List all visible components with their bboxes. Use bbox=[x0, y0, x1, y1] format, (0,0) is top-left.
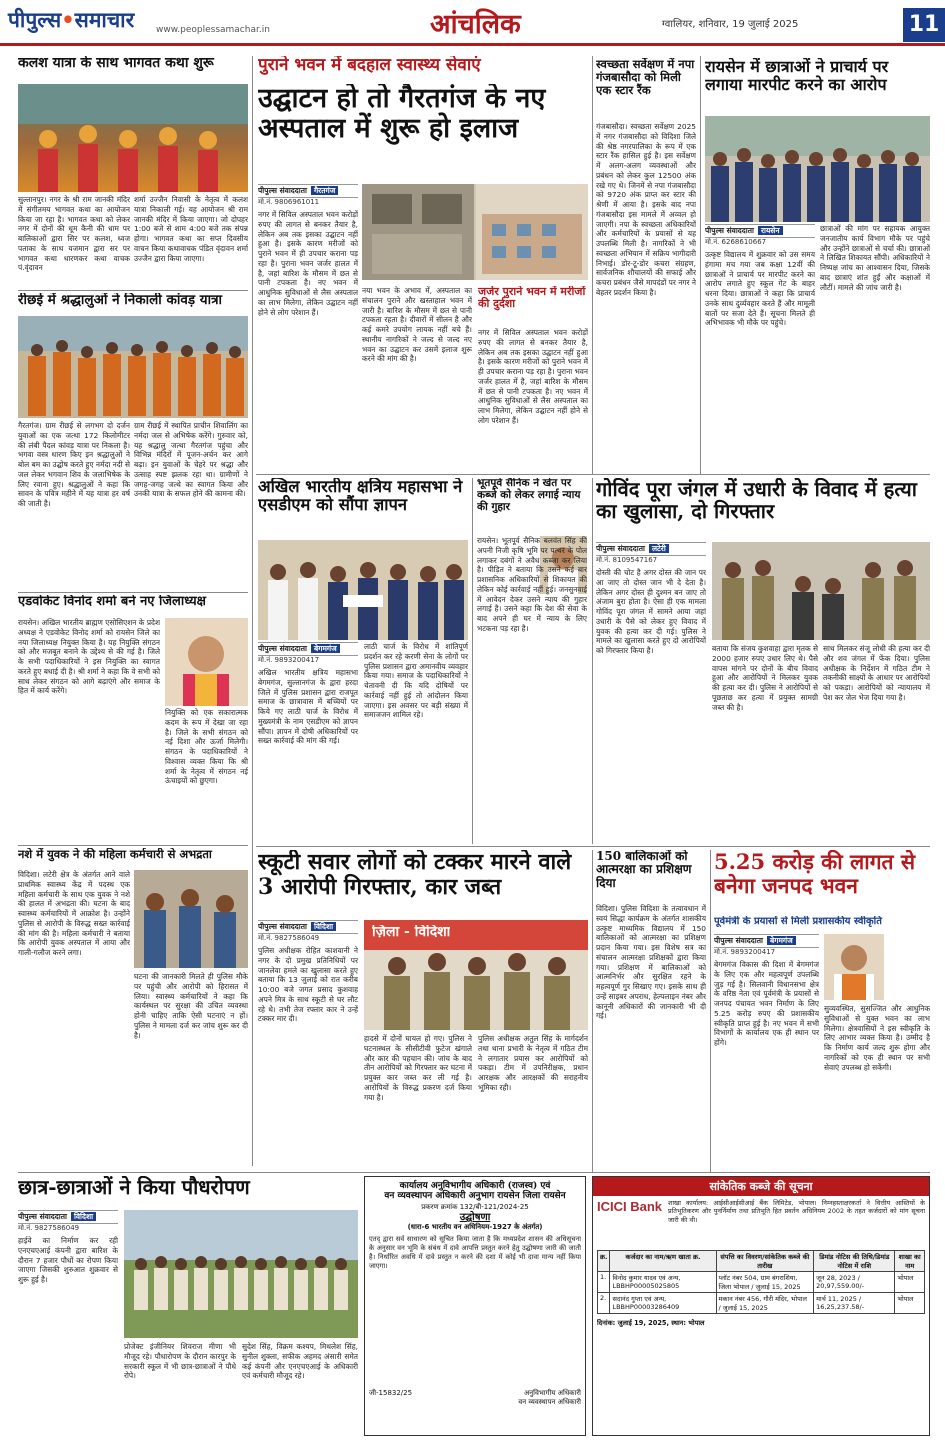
janpad-headline: 5.25 करोड़ की लागत से बनेगा जनपद भवन bbox=[714, 850, 916, 898]
divider bbox=[256, 474, 930, 475]
column-rule bbox=[710, 850, 711, 1172]
janpad-subhead: पूर्वमंत्री के प्रयासों से मिली प्रशासकीय स्वीकृति bbox=[714, 916, 882, 927]
janpad-body-b: सुव्यवस्थित, सुसज्जित और आधुनिक सुविधाओं से युक्त भवन का लाभ मिलेगा। क्षेत्रवासियों ने इस स्वीकृति के लिए आभार व्यक्त किया है। उम्मीद है कि निर्माण कार्य जल्द शुरू होगा और नागरिकों को एक ही स्थान पर सभी सेवाएं उपलब्ध हो सकेंगी। bbox=[824, 1004, 930, 1072]
selfdefense-body: विदिशा। पुलिस विदिशा के तत्वावधान में स्वयं सिद्धा कार्यक्रम के अंतर्गत शासकीय उत्कृष्ट माध्यमिक विद्यालय में 150 बालिकाओं को आत्मरक्षा का प्रशिक्षण प्रदान किया गया। इस विशेष सत्र का संचालन आत्मरक्षा प्रशिक्षकों द्वारा किया गया। प्रशिक्षण में बालिकाओं को आत्मनिर्भर और सुरक्षित रहने के महत्वपूर्ण गुर सिखाए गए। इसके साथ ही उन्हें साइबर अपराध, हेल्पलाइन नंबर और कानूनी अधिकारों की जानकारी भी दी गई। bbox=[596, 904, 706, 1021]
hospital-body-cont: नया भवन के अभाव में, अस्पताल का संचालन पुराने और खस्ताहाल भवन में जारी है। बारिश के मौसम में छत से पानी टपकता रहता है। दीवारों में सीलन है और कई कमरे उपयोग लायक नहीं बचे हैं। स्थानीय नागरिकों ने जल्द से जल्द नए भवन का उद्घाटन कर उसमें इलाज शुरू करने की मांग की है। bbox=[362, 286, 472, 364]
divider bbox=[18, 845, 248, 846]
harass-body-b: घटना की जानकारी मिलते ही पुलिस मौके पर पहुंची और आरोपी को हिरासत में लिया। स्वास्थ्य कर्मचारियों ने कहा कि कार्यस्थल पर सुरक्षा की उचित व्यवस्था होनी चाहिए ताकि ऐसी घटनाएं न हों। पुलिस ने मामला दर्ज कर जांच शुरू कर दी है। bbox=[134, 972, 248, 1040]
advocate-portrait-image bbox=[165, 618, 248, 706]
murder-body-a: दोस्ती की चोट है अगर दोस्त की जान पर आ जाए तो दोस्त जान भी दे देता है। लेकिन अगर दोस्त ही दुश्मन बन जाए तो अंजाम बुरा होता है। ऐसा ही एक मामला गोविंद पूरा जंगल में सामने आया जहां उधारी के पैसे को लेकर हुए विवाद में युवक की हत्या कर दी गई। पुलिस ने मामले का खुलासा करते हुए दो आरोपियों को गिरफ्तार किया है। bbox=[596, 568, 706, 656]
hospital-headline: उद्घाटन हो तो गैरतगंज के नए अस्पताल में शुरू हो इलाज bbox=[258, 84, 546, 145]
icici-col-header: क्र. bbox=[598, 1251, 610, 1272]
scooty-body-a: पुलिस अधीक्षक रोहित काशवानी ने नगर के दो प्रमुख प्रतिनिधियों पर जानलेवा हमले का खुलासा करते हुए बताया कि 13 जुलाई को रात करीब 10:00 बजे जगत प्रसाद कुशवाह अपने मित्र के साथ स्कूटी से घर लौट रहे थे। तभी तेज रफ्तार कार ने उन्हें टक्कर मार दी। bbox=[258, 946, 358, 1024]
dateline: ग्वालियर, शनिवार, 19 जुलाई 2025 bbox=[662, 19, 799, 30]
hospital-building-image bbox=[362, 184, 588, 280]
kshatriya-mobile: मो.नं. 9893200417 bbox=[258, 656, 320, 664]
column-rule bbox=[592, 56, 593, 474]
govt-notice bbox=[364, 1176, 586, 1436]
advocate-headline: एडवोकेट विनोद शर्मा बने नए जिलाध्यक्ष bbox=[18, 595, 206, 609]
notice-title: उद्घोषणा bbox=[459, 1212, 491, 1224]
murder-photo bbox=[712, 542, 930, 640]
janpad-mobile: मो.नं. 9893200417 bbox=[714, 948, 776, 956]
icici-bank-logo: ICICI Bank bbox=[597, 1199, 663, 1214]
kshatriya-headline: अखिल भारतीय क्षत्रिय महासभा ने एसडीएम को सौंपा ज्ञापन bbox=[258, 478, 463, 515]
icici-table bbox=[597, 1250, 925, 1314]
masthead bbox=[0, 0, 945, 46]
kalash-procession-image bbox=[18, 84, 248, 192]
advocate-body-b: नियुक्ति को एक सकारात्मक कदम के रूप में देखा जा रहा है। जिले के सभी संगठन को नई दिशा और ऊर्जा मिलेगी। संगठन के पदाधिकारियों ने विश्वास व्यक्त किया कि श्री शर्मा के नेतृत्व में संगठन नई ऊंचाइयों को छुएगा। bbox=[165, 708, 248, 786]
hospital-body: नगर में सिविल अस्पताल भवन करोड़ों रुपए की लागत से बनकर तैयार है, लेकिन अब तक इसका उद्घाटन नहीं हुआ है। इसके कारण मरीजों को पुराने भवन में ही उपचार कराना पड़ रहा है। पुराना भवन जर्जर हालत में है, जहां बारिश के मौसम में छत से पानी टपकता है। नए भवन में आधुनिक सुविधाओं से लैस अस्पताल का लाभ मिलेगा, लेकिन उद्घाटन नहीं होने से लोग परेशान हैं। bbox=[258, 210, 358, 317]
notice-act: (धारा-6 भारतीय वन अधिनियम-1927 के अंतर्गत) bbox=[407, 1223, 543, 1232]
notice-body: एतद् द्वारा सर्व साधारण को सूचित किया जाता है कि मध्यप्रदेश शासन की अधिसूचना के अनुसार वन भूमि के संबंध में दावे आपत्ति प्रस्तुत करने हेतु उद्घोषणा जारी की जाती है। निर्धारित अवधि में दावे प्रस्तुत न करने की दशा में कोई भी दावा मान्य नहीं किया जाएगा। bbox=[369, 1235, 581, 1271]
page-number: 11 bbox=[903, 8, 945, 42]
scooty-body-c: पुलिस अधीक्षक अतुल सिंह के मार्गदर्शन तथा थाना प्रभारी के नेतृत्व में गठित टीम ने लगातार प्रयास कर आरोपियों को पकड़ा। टीम में उपनिरीक्षक, प्रधान आरक्षक और आरक्षकों की सराहनीय भूमिका रही। bbox=[478, 1034, 588, 1092]
raisen-headline: रायसेन में छात्राओं ने प्राचार्य पर लगाया मारपीट करने का आरोप bbox=[705, 58, 889, 94]
harass-body-a: विदिशा। लटेरी क्षेत्र के अंतर्गत आने वाले प्राथमिक स्वास्थ्य केंद्र में पदस्थ एक महिला कर्मचारी के साथ एक युवक ने नशे की हालत में अभद्रता की। घटना के बाद स्वास्थ्य कर्मचारियों में आक्रोश है। उन्होंने पुलिस से आरोपी के विरुद्ध सख्त कार्रवाई की मांग की है। महिला कर्मचारी ने बताया कि आरोपी युवक अस्पताल में आया और गाली-गलौज करने लगा। bbox=[18, 870, 130, 958]
kalash-body-b: शर्मा उज्जैन निवासी के नेतृत्व में कलश यात्रा निकाली गई। यह आयोजन श्री राम जानकी मंदिर में किया जाएगा। जो दोपहर 1:00 बजे से शाम 4:00 बजे तक संपन्न होगा। भागवत कथा का सप्त दिवसीय वाचन किया कथावाचक पंडित वृंदावन शर्मा उज्जैन द्वारा किया जाएगा। bbox=[134, 195, 248, 263]
notice-footer-right-1: अनुविभागीय अधिकारी bbox=[523, 1389, 581, 1398]
kshatriya-photo bbox=[258, 540, 468, 640]
plantation-photo bbox=[124, 1210, 358, 1338]
hospital-byline: पीपुल्स संवाददाता गैरतगंज bbox=[258, 184, 358, 198]
icici-notice bbox=[592, 1176, 930, 1436]
raisen-body-b: छात्राओं की मांग पर सहायक आयुक्त जनजातीय कार्य विभाग मौके पर पहुंचे और उन्होंने छात्राओं से चर्चा की। छात्राओं ने लिखित शिकायत सौंपी। अधिकारियों ने निष्पक्ष जांच का आश्वासन दिया, जिसके बाद छात्राएं शांत हुईं और कक्षाओं में लौटीं। मामले की जांच जारी है। bbox=[820, 224, 930, 292]
newspaper-logo: पीपुल्स•समाचार bbox=[8, 7, 135, 32]
plantation-body-c: सुदेश सिंह, विक्रम कश्यप, मिथलेश सिंह, सुनील शुक्ला, सफीक अहमद अंसारी समेत कई कंपनी और एनएचएआई के अधिकारी एवं कर्मचारी मौजूद रहे। bbox=[242, 1342, 358, 1381]
murder-headline: गोविंद पूरा जंगल में उधारी के विवाद में हत्या का खुलासा, दो गिरफ्तार bbox=[596, 478, 917, 524]
police-accused-image bbox=[712, 542, 930, 640]
notice-header-2: वन व्यवस्थापन अधिकारी अनुभाग रायसेन जिला रायसेन bbox=[384, 1191, 566, 1202]
hospital-staff-image bbox=[134, 870, 248, 968]
kalash-body-a: सुल्तानपुर। नगर के श्री राम जानकी मंदिर में संगीतमय भागवत कथा का आयोजन किया जा रहा है। भागवत कथा को लेकर नगर में दोनों की धूम कैनी की धाम पर बालिकाओं द्वारा सिर पर कलश, ध्वज पताका के साथ यजमान द्वारा सर पर भागवत कथा धारणकर कथा वाचक पं.वृंदावन bbox=[18, 195, 130, 273]
harass-headline: नशे में युवक ने की महिला कर्मचारी से अभद्रता bbox=[18, 848, 212, 861]
advocate-portrait bbox=[165, 618, 248, 706]
icici-col-header: डिमांड नोटिस की तिथि/डिमांड नोटिस में राशि bbox=[814, 1251, 895, 1272]
raisen-photo bbox=[705, 116, 930, 222]
scooty-mobile: मो.नं. 9827586049 bbox=[258, 934, 320, 942]
column-rule bbox=[592, 850, 593, 1172]
kanwar-photo bbox=[18, 316, 248, 418]
murder-byline: पीपुल्स संवाददाता लटेरी bbox=[596, 542, 706, 556]
divider bbox=[18, 290, 248, 291]
scooty-body-b: हादसे में दोनों घायल हो गए। पुलिस ने घटनास्थल के सीसीटीवी फुटेज खंगाले और कार की पहचान की। जांच के बाद तीन आरोपियों को गिरफ्तार कर घटना में प्रयुक्त कार जब्त कर ली गई है। आरोपियों के विरुद्ध प्रकरण दर्ज किया गया है। bbox=[364, 1034, 472, 1102]
section-title: आंचलिक bbox=[430, 9, 521, 40]
murder-mobile: मो.नं. 8109547167 bbox=[596, 556, 658, 564]
column-rule bbox=[472, 478, 473, 844]
divider bbox=[18, 1172, 930, 1173]
icici-col-header: शाखा का नाम bbox=[895, 1251, 925, 1272]
kshatriya-byline: पीपुल्स संवाददाता बेगमगंज bbox=[258, 642, 358, 656]
icici-intro: शाखा कार्यालय: आईसीआईसीआई बैंक लिमिटेड, भोपाल। निम्नहस्ताक्षरकर्ता ने वित्तीय आस्तियों के प्रतिभूतिकरण और पुनर्निर्माण तथा प्रतिभूति हित प्रवर्तन अधिनियम 2002 के तहत कर्जदारों को मांग सूचना जारी की थी। bbox=[668, 1199, 925, 1224]
memorandum-handover-image bbox=[258, 540, 468, 640]
plantation-mobile: मो.नं. 9827586049 bbox=[18, 1224, 80, 1232]
harass-photo bbox=[134, 870, 248, 968]
hospital-photos bbox=[362, 184, 588, 280]
janpad-body-a: बेगमगंज विकास की दिशा में बेगमगंज के लिए एक और महत्वपूर्ण उपलब्धि जुड़ गई है। सिलवानी विधानसभा क्षेत्र के वरिष्ठ नेता एवं पूर्वमंत्री के प्रयासों से जनपद पंचायत भवन निर्माण के लिए 5.25 करोड़ रुपए की प्रशासकीय स्वीकृति प्राप्त हुई है। नए भवन में सभी विभागों के कार्यालय एक ही स्थान पर होंगे। bbox=[714, 960, 819, 1048]
plantation-byline: पीपुल्स संवाददाता विदिशा bbox=[18, 1210, 118, 1224]
swachhata-headline: स्वच्छता सर्वेक्षण में नपा गंजबासौदा को मिली एक स्टार रैंक bbox=[596, 58, 695, 97]
hospital-kicker: पुराने भवन में बदहाल स्वास्थ्य सेवाएं bbox=[258, 56, 481, 75]
scooty-photo bbox=[364, 920, 588, 1030]
notice-footer-right-2: वन व्यवस्थापन अधिकारी bbox=[518, 1398, 581, 1407]
hospital-subhead: जर्जर पुराने भवन में मरीजों की दुर्दशा bbox=[478, 286, 586, 311]
divider bbox=[256, 846, 930, 847]
column-rule bbox=[252, 56, 253, 1166]
students-protest-image bbox=[705, 116, 930, 222]
kshatriya-body-a: अखिल भारतीय क्षत्रिय महासभा बेगमगंज, सुल्तानगंज के द्वारा हरदा जिले में पुलिस प्रशासन द्वारा राजपूत समाज के छात्रावास में बच्चियों पर किये गए लाठी चार्ज के विरोध में मुख्यमंत्री के नाम एसडीएम को ज्ञापन सौंपा। ज्ञापन में दोषी अधिकारियों पर सख्त कार्रवाई की मांग की गई। bbox=[258, 668, 358, 746]
swachhata-body: गंजबासौदा। स्वच्छता सर्वेक्षण 2025 में नगर गंजबासौदा को विदिशा जिले की श्रेष्ठ नगरपालिका के रूप में एक स्टार रैंक हासिल हुई है। इस सर्वेक्षण में अलग-अलग व्यवस्थाओं और प्रबंधन को लेकर कुल 12500 अंक रखे गए थे। जिनमें से नपा गंजबासौदा को 9720 अंक प्राप्त कर स्टार की श्रेणी में आया है। इसके बाद नपा गंजबासौदा इस मामले में अव्वल हो जाएगी। नपा के स्वच्छता अधिकारियों और कर्मचारियों के प्रयासों से यह उपलब्धि मिली है। नागरिकों ने भी स्वच्छता अभियान में सक्रिय भागीदारी निभाई। डोर-टू-डोर कचरा संग्रहण, सार्वजनिक शौचालयों की सफाई और कचरा प्रबंधन जैसे मापदंडों पर नगर ने बेहतर प्रदर्शन किया है। bbox=[596, 122, 696, 298]
raisen-mobile: मो.नं. 6268610667 bbox=[705, 238, 767, 246]
icici-footer: दिनांक: जुलाई 19, 2025, स्थान: भोपाल bbox=[597, 1319, 705, 1327]
scooty-byline: पीपुल्स संवाददाता विदिशा bbox=[258, 920, 358, 934]
notice-ref: प्रकरण क्रमांक 132/बी-121/2024-25 bbox=[421, 1203, 529, 1212]
kanwar-body-a: गैरतगंज। ग्राम रीछई से लगभग दो दर्जन युवाओं का एक जत्था 172 किलोमीटर की लंबी पैदल कांवड़ यात्रा पर निकला है। भगवा वस्त्र धारण किए इन श्रद्धालुओं ने बोल बम का उद्घोष करते हुए नर्मदा नदी से जल लेकर भगवान शिव के जलाभिषेक के लिए रवाना हुए। श्रद्धालुओं ने कहा कि सावन के पवित्र महीने में यह यात्रा हर वर्ष की जाती है। bbox=[18, 421, 130, 509]
janpad-byline: पीपुल्स संवाददाता बेगमगंज bbox=[714, 934, 819, 948]
column-rule bbox=[592, 478, 593, 844]
hospital-mobile: मो.नं. 9806961011 bbox=[258, 198, 320, 206]
raisen-body-a: उत्कृष्ट विद्यालय में शुक्रवार को उस समय हंगामा मच गया जब कक्षा 12वीं की छात्राओं ने प्राचार्य पर मारपीट करने का आरोप लगाते हुए स्कूल गेट के बाहर धरना दिया। छात्राओं ने कहा कि प्राचार्य उनके साथ दुर्व्यवहार करते हैं और मामूली बातों पर सजा देते हैं। सूचना मिलते ही अभिभावक भी मौके पर पहुंचे। bbox=[705, 250, 815, 328]
icici-banner: सांकेतिक कब्जे की सूचना bbox=[593, 1177, 929, 1196]
kalash-photo bbox=[18, 84, 248, 192]
scooty-headline: स्कूटी सवार लोगों को टक्कर मारने वाले 3 आरोपी गिरफ्तार, कार जब्त bbox=[258, 850, 572, 900]
plantation-headline: छात्र-छात्राओं ने किया पौधरोपण bbox=[18, 1176, 250, 1199]
notice-footer-left: जी-15832/25 bbox=[369, 1389, 413, 1398]
soldier-headline: भूतपूर्व सैनिक ने खेत पर कब्जे को लेकर लगाई न्याय की गुहार bbox=[477, 478, 581, 513]
table-row: 2. सदानंद गुप्ता एवं अन्य, LBBHP00003286409 मकान नंबर 456, गौरी मंदिर, भोपाल / जुलाई 15, 2025 मार्च 11, 2025 / 16,25,237.58/- भोपाल bbox=[598, 1293, 925, 1314]
hospital-body-c: नगर में सिविल अस्पताल भवन करोड़ों रुपए की लागत से बनकर तैयार है, लेकिन अब तक इसका उद्घाटन नहीं हुआ है। इसके कारण मरीजों को पुराने भवन में ही उपचार कराना पड़ रहा है। पुराना भवन जर्जर हालत में है, जहां बारिश के मौसम में छत से पानी टपकता है। नए भवन में आधुनिक सुविधाओं से लैस अस्पताल का लाभ मिलेगा, लेकिन उद्घाटन नहीं होने से लोग परेशान हैं। bbox=[478, 328, 588, 425]
scooty-photo-banner: ज़िला - विदिशा bbox=[372, 925, 451, 940]
website-url: www.peoplessamachar.in bbox=[156, 25, 270, 35]
selfdefense-headline: 150 बालिकाओं को आत्मरक्षा का प्रशिक्षण दिया bbox=[596, 850, 692, 890]
former-minister-portrait-image bbox=[824, 934, 884, 1000]
kanwar-headline: रीछई में श्रद्धालुओं ने निकाली कांवड़ यात्रा bbox=[18, 293, 223, 308]
tree-plantation-image bbox=[124, 1210, 358, 1338]
kanwar-body-b: ग्राम रीछई में स्थापित प्राचीन शिवालिंग का नर्मदा जल से अभिषेक करेंगे। गुरुवार को, यह श्रद्धालु जत्था गैरतगंज पहुंचा और विभिन्न मंदिरों में पूजन-अर्चन कर आगे बढ़ा। इन युवाओं के चेहरे पर श्रद्धा और उत्साह स्पष्ट झलक रहा था। ग्रामीणों ने जगह-जगह जत्थे का स्वागत किया और उनकी यात्रा के सफल होने की कामना की। bbox=[134, 421, 248, 499]
kalash-headline: कलश यात्रा के साथ भागवत कथा शुरू bbox=[18, 56, 214, 71]
kanwar-pilgrims-image bbox=[18, 316, 248, 418]
divider bbox=[18, 592, 248, 593]
icici-col-header: संपत्ति का विवरण/सांकेतिक कब्जे की तारीख bbox=[716, 1251, 814, 1272]
table-row: 1. विनोद कुमार यादव एवं अन्य, LBBHP00005025805 प्लॉट नंबर 504, ग्राम बंगराशिया, जिला भोपाल / जुलाई 15, 2025 जून 28, 2023 / 20,97,559.00/- भोपाल bbox=[598, 1272, 925, 1293]
notice-header-1: कार्यालय अनुविभागीय अधिकारी (राजस्व) एवं bbox=[399, 1181, 551, 1191]
icici-col-header: कर्जदार का नाम/ऋण खाता क्र. bbox=[610, 1251, 716, 1272]
plantation-body-b: प्रोजेक्ट इंजीनियर शिवराज मीणा भी मौजूद रहे। पौधारोपण के दौरान कारपुर के सरकारी स्कूल में भी छात्र-छात्राओं ने पौधे रोपे। bbox=[124, 1342, 236, 1381]
plantation-body-a: हाईवे का निर्माण कर रही एनएचएआई कंपनी द्वारा बारिश के दौरान 7 हजार पौधों का रोपण किया जाएगा जिसकी शुरुआत शुक्रवार से शुरू हुई है। bbox=[18, 1236, 118, 1285]
murder-body-c: साथ मिलकर संजू लोधी की हत्या कर दी और शव जंगल में फेंक दिया। पुलिस अधीक्षक के निर्देशन में गठित टीम ने तकनीकी साक्ष्यों के आधार पर आरोपियों को पकड़ा। आरोपियों को न्यायालय में पेश कर जेल भेज दिया गया है। bbox=[823, 644, 930, 702]
soldier-body: रायसेन। भूतपूर्व सैनिक बलवंत सिंह की अपनी निजी कृषि भूमि पर पत्थर के पोल लगाकर दबंगों ने अवैध कब्जा कर लिया है। पीड़ित ने बताया कि उसने कई बार प्रशासनिक अधिकारियों से शिकायत की लेकिन कोई कार्रवाई नहीं हुई। जनसुनवाई में आवेदन देकर उसने न्याय की गुहार लगाई है। उसने कहा कि देश की सेवा के बाद अपने ही घर में न्याय के लिए भटकना पड़ रहा है। bbox=[477, 536, 587, 633]
column-rule bbox=[700, 56, 701, 474]
janpad-portrait bbox=[824, 934, 884, 1000]
raisen-byline: पीपुल्स संवाददाता रायसेन bbox=[705, 224, 815, 238]
murder-body-b: बताया कि संजय कुशवाहा द्वारा मृतक से 2000 हजार रुपए उधार लिए थे। पैसे वापस मांगने पर दोनों के बीच विवाद हुआ और आरोपियों ने मिलकर युवक की हत्या कर दी। पुलिस ने आरोपियों से पूछताछ कर हत्या में प्रयुक्त सामग्री जब्त की है। bbox=[712, 644, 818, 712]
kshatriya-body-b: लाठी चार्ज के विरोध में शांतिपूर्ण प्रदर्शन कर रहे करणी सेना के लोगों पर पुलिस प्रशासन द्वारा अमानवीय व्यवहार किया गया। समाज के पदाधिकारियों ने चेतावनी दी कि यदि दोषियों पर कार्रवाई नहीं हुई तो आंदोलन किया जाएगा। इस अवसर पर बड़ी संख्या में समाजजन शामिल रहे। bbox=[364, 642, 468, 720]
advocate-body-a: रायसेन। अखिल भारतीय ब्राह्मण एसोसिएशन के प्रदेश अध्यक्ष ने एडवोकेट विनोद शर्मा को रायसेन जिले का नया जिलाध्यक्ष नियुक्त किया है। यह नियुक्ति संगठन को और मजबूत बनाने के उद्देश्य से की गई है। जिले के सभी पदाधिकारियों ने इस नियुक्ति का स्वागत करते हुए बधाई दी है। श्री शर्मा ने कहा कि वे सभी को साथ लेकर संगठन को आगे बढ़ाएंगे और समाज के हित में कार्य करेंगे। bbox=[18, 618, 160, 696]
